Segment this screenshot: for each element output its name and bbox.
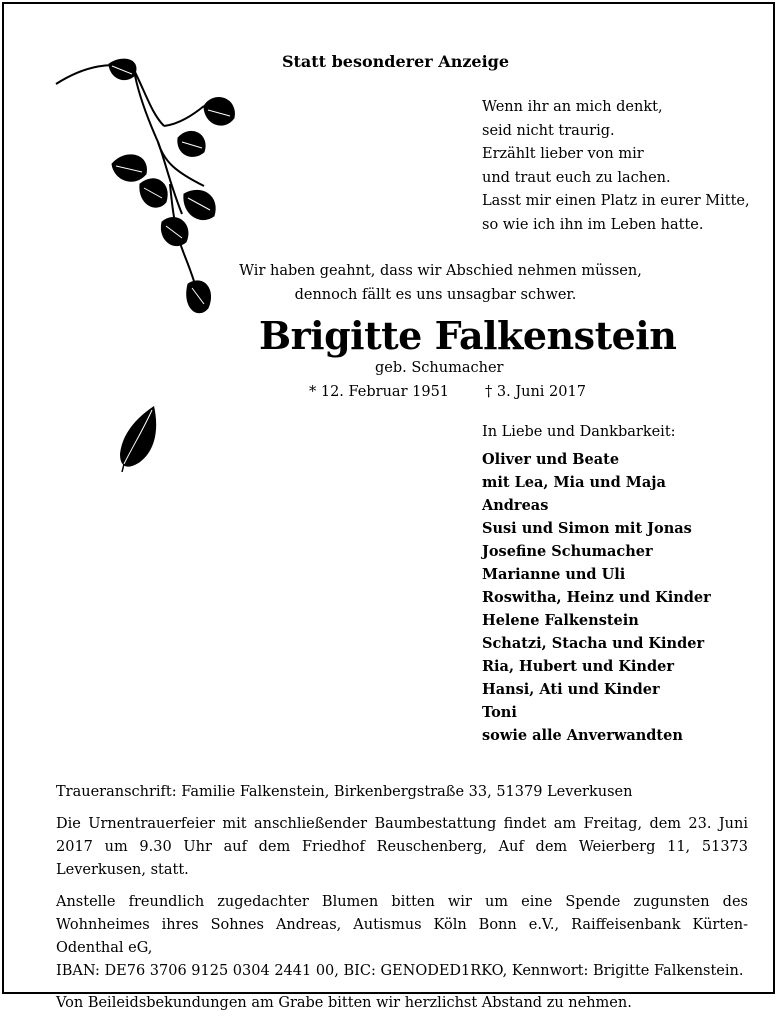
- mourner-line: sowie alle Anverwandten: [482, 727, 683, 744]
- intro-line: dennoch fällt es uns unsagbar schwer.: [294, 286, 577, 303]
- bank-details: IBAN: DE76 3706 9125 0304 2441 00, BIC: GENODED1RKO, Kennwort: Brigitte Falkenstein.: [56, 963, 744, 979]
- mourner-line: Ria, Hubert und Kinder: [482, 658, 674, 675]
- condolence-notice: Von Beileidsbekundungen am Grabe bitten wir herzlichst Abstand zu nehmen.: [56, 995, 632, 1011]
- mourner-line: Susi und Simon mit Jonas: [482, 520, 692, 537]
- deceased-name: Brigitte Falkenstein: [259, 313, 677, 358]
- mourner-line: Schatzi, Stacha und Kinder: [482, 635, 705, 652]
- donation-text: Anstelle freundlich zugedachter Blumen bitten wir um eine Spende zugunsten des Wohnheimes ihres Sohnes Andreas, Autismus Köln Bonn e.V., Raiffeisenbank Kürten-Odenthal eG,: [56, 894, 748, 956]
- mourners-list: [482, 448, 711, 747]
- falling-leaf-icon: [114, 404, 164, 474]
- address-notice: Traueranschrift: Familie Falkenstein, Birkenbergstraße 33, 51379 Leverkusen: [56, 784, 633, 800]
- ceremony-notice: Die Urnentrauerfeier mit anschließender Baumbestattung findet am Freitag, dem 23. Juni 2017 um 9.30 Uhr auf dem Friedhof Reuschenberg, Auf dem Weierberg 11, 51373 Leverkusen, statt.: [56, 816, 748, 878]
- poem-line: seid nicht traurig.: [482, 122, 615, 139]
- birth-date: * 12. Februar 1951: [309, 384, 450, 400]
- poem-line: Erzählt lieber von mir: [482, 146, 644, 162]
- mourner-line: Hansi, Ati und Kinder: [482, 681, 660, 698]
- mourner-line: mit Lea, Mia und Maja: [482, 474, 666, 491]
- mourner-line: Helene Falkenstein: [482, 612, 639, 629]
- mourners-intro: In Liebe und Dankbarkeit:: [482, 424, 676, 440]
- poem-line: Wenn ihr an mich denkt,: [482, 99, 663, 115]
- notices: [56, 781, 748, 1024]
- poem: [482, 96, 750, 237]
- poem-line: Lasst mir einen Platz in eurer Mitte,: [482, 193, 750, 209]
- death-date: † 3. Juni 2017: [485, 384, 586, 400]
- mourner-line: Josefine Schumacher: [482, 543, 653, 560]
- notice-kicker: Statt besonderer Anzeige: [281, 52, 510, 71]
- obituary-frame: [2, 2, 775, 1011]
- life-dates: [309, 384, 586, 400]
- poem-line: so wie ich ihn im Leben hatte.: [482, 216, 704, 233]
- mourner-line: Marianne und Uli: [482, 566, 626, 583]
- mourner-line: Roswitha, Heinz und Kinder: [482, 589, 711, 606]
- donation-notice: [56, 891, 748, 983]
- intro-text: [4, 260, 783, 307]
- intro-line: Wir haben geahnt, dass wir Abschied nehmen müssen,: [239, 263, 642, 279]
- mourner-line: Toni: [482, 704, 517, 721]
- birth-name: geb. Schumacher: [375, 360, 504, 376]
- mourner-line: Andreas: [482, 497, 549, 514]
- poem-line: und traut euch zu lachen.: [482, 169, 671, 186]
- mourner-line: Oliver und Beate: [482, 451, 620, 468]
